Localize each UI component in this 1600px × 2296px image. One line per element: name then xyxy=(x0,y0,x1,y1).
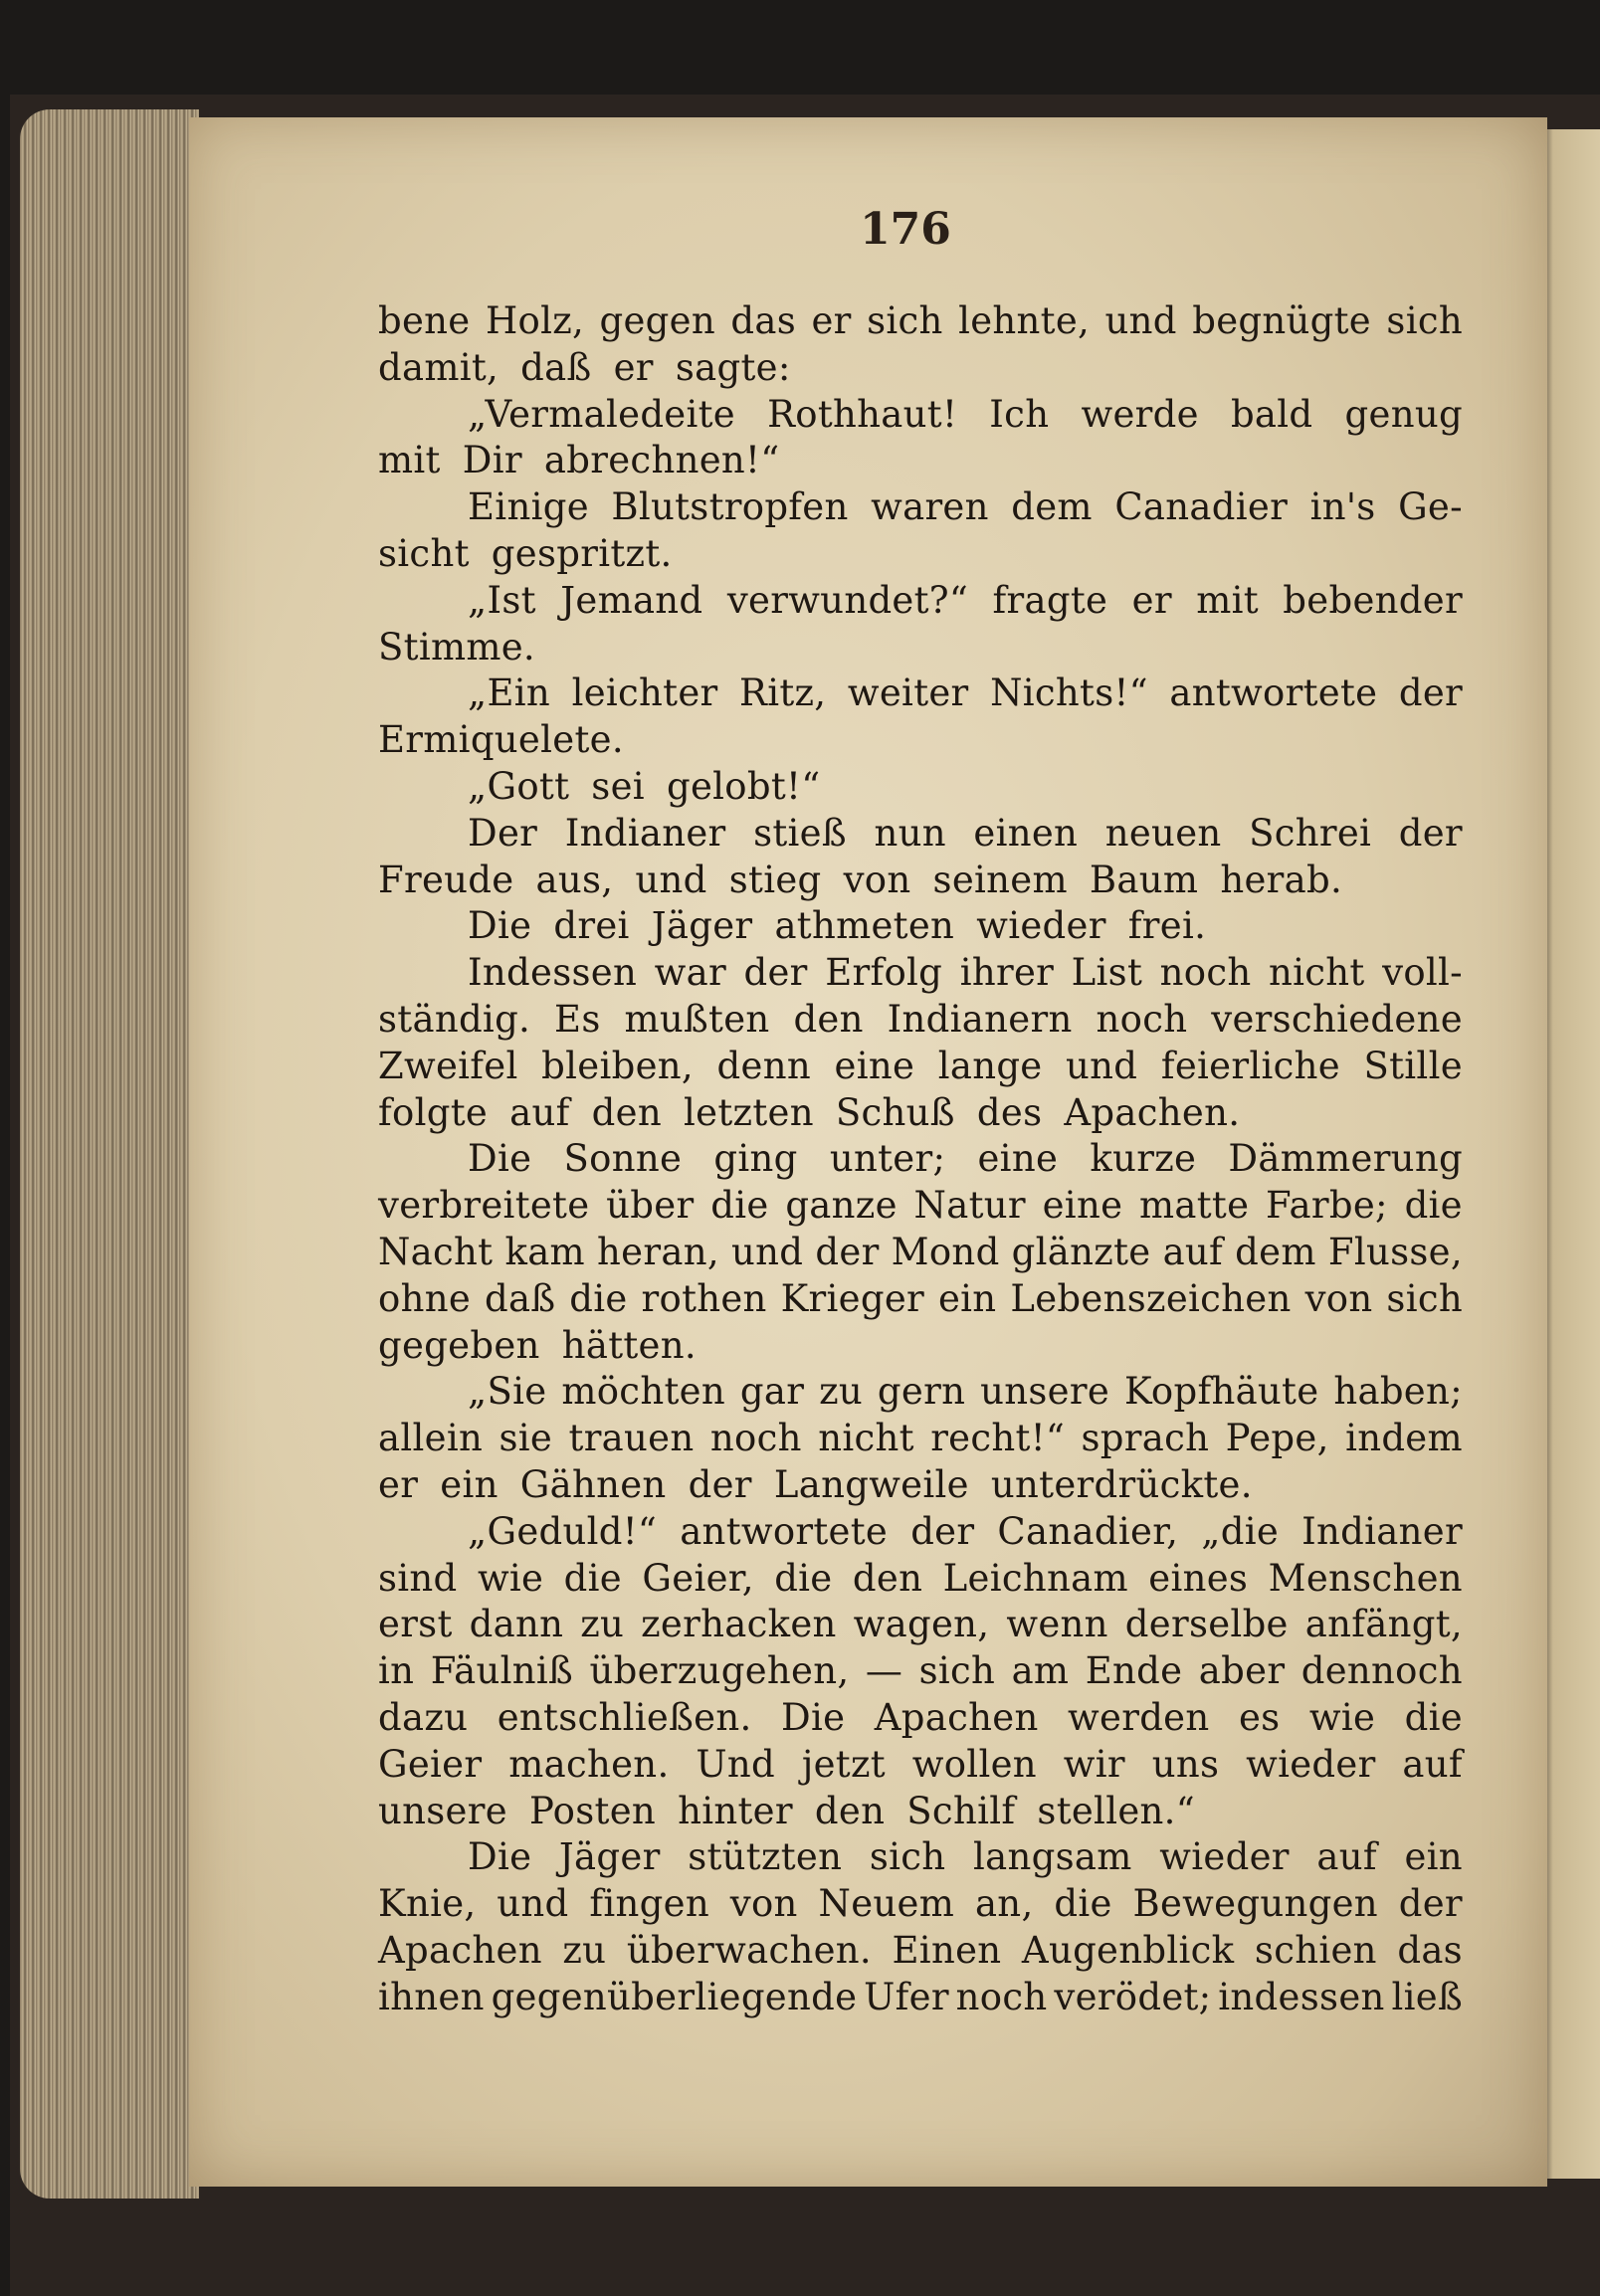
text-word: Pepe, xyxy=(1225,1417,1329,1460)
text-word: der xyxy=(910,1509,975,1553)
text-line xyxy=(378,1695,1463,1742)
text-word: trauen xyxy=(568,1417,695,1460)
text-word: zu xyxy=(819,1370,864,1414)
text-line xyxy=(378,811,1463,858)
text-line-content: folgte auf den letzten Schuß des Apachen. xyxy=(378,1090,1241,1134)
text-word: werden xyxy=(1068,1695,1210,1739)
text-line xyxy=(378,1881,1463,1928)
text-line-content: unsere Posten hinter den Schilf stellen.“ xyxy=(378,1789,1195,1832)
text-word: Einen xyxy=(892,1928,1002,1972)
text-word: der xyxy=(815,1230,880,1273)
text-word: wie xyxy=(477,1556,544,1600)
text-word: Holz, xyxy=(485,299,585,342)
text-word: sich xyxy=(1386,1276,1463,1320)
text-word: auf xyxy=(1162,1230,1224,1273)
text-word: noch xyxy=(1159,951,1252,995)
text-word: genug xyxy=(1344,392,1463,436)
text-word: dennoch xyxy=(1300,1649,1463,1693)
text-word: Jäger xyxy=(558,1835,661,1879)
text-word: Ritz, xyxy=(739,671,827,715)
text-word: waren xyxy=(871,485,989,529)
text-word: Die xyxy=(781,1695,846,1739)
text-word: in xyxy=(378,1649,415,1693)
text-line xyxy=(378,298,1463,345)
text-word: Knie, xyxy=(378,1882,477,1926)
text-line xyxy=(378,1416,1463,1462)
text-word: Und xyxy=(696,1742,775,1786)
text-word: zu xyxy=(580,1603,625,1646)
text-word: gar xyxy=(739,1370,805,1414)
text-word: Geier xyxy=(378,1742,483,1786)
text-line xyxy=(378,625,1463,671)
text-word: wieder xyxy=(1246,1742,1376,1786)
text-word: machen. xyxy=(508,1742,670,1786)
text-word: der xyxy=(1398,1882,1463,1926)
text-word: fingen xyxy=(589,1882,709,1926)
page-number: 176 xyxy=(860,204,951,255)
text-word: Rothhaut! xyxy=(767,392,958,436)
text-line-content: mit Dir abrechnen!“ xyxy=(378,439,780,482)
text-word: leichter xyxy=(571,671,718,715)
text-line xyxy=(378,1323,1463,1370)
text-word: Die xyxy=(468,1835,532,1879)
text-word: lange xyxy=(937,1044,1043,1087)
text-line xyxy=(378,1462,1463,1509)
text-word: und xyxy=(731,1230,804,1273)
text-line-content: Freude aus, und stieg von seinem Baum herab. xyxy=(378,858,1343,901)
text-word: lehnte, xyxy=(958,299,1091,342)
text-word: nicht xyxy=(818,1417,914,1460)
text-word: „Ein xyxy=(468,671,551,715)
text-word: bald xyxy=(1230,392,1313,436)
text-word: nun xyxy=(874,811,946,855)
text-word: wieder xyxy=(1159,1835,1290,1879)
text-word: Nacht xyxy=(378,1230,494,1273)
text-word: den xyxy=(852,1556,923,1600)
text-word: zu xyxy=(562,1928,607,1972)
text-word: „Vermaledeite xyxy=(468,392,736,436)
text-word: ohne xyxy=(378,1276,472,1320)
text-word: wollen xyxy=(911,1742,1037,1786)
text-word: die xyxy=(1404,1184,1463,1228)
text-word: gern xyxy=(877,1370,966,1414)
text-word: entschließen. xyxy=(497,1695,752,1739)
text-word: stützten xyxy=(688,1835,843,1879)
text-word: verschiedene xyxy=(1211,997,1463,1041)
text-word: „die xyxy=(1201,1509,1280,1553)
text-word: wagen, xyxy=(853,1603,990,1646)
text-word: Ge- xyxy=(1398,485,1463,529)
text-line xyxy=(378,1044,1463,1090)
text-line xyxy=(378,438,1463,484)
text-word: List xyxy=(1071,951,1143,995)
text-word: der xyxy=(1398,811,1463,855)
text-line-content: Die drei Jäger athmeten wieder frei. xyxy=(468,904,1207,948)
text-word: langsam xyxy=(973,1835,1132,1879)
text-word: die xyxy=(563,1556,622,1600)
text-word: die xyxy=(774,1556,833,1600)
text-word: Neuem xyxy=(818,1882,955,1926)
text-line-content: er ein Gähnen der Langweile unterdrückte. xyxy=(378,1462,1253,1506)
text-word: Lebenszeichen xyxy=(1010,1276,1292,1320)
text-word: ihnen xyxy=(378,1975,485,2018)
text-word: Indianer xyxy=(1301,1509,1463,1553)
text-word: der xyxy=(743,951,808,995)
text-word: wenn xyxy=(1006,1603,1108,1646)
text-word: kam xyxy=(504,1230,585,1273)
text-word: an, xyxy=(974,1882,1034,1926)
text-word: Geier, xyxy=(642,1556,754,1600)
text-word: unsere xyxy=(980,1370,1110,1414)
text-word: feierliche xyxy=(1160,1044,1340,1087)
text-word: von xyxy=(729,1882,798,1926)
text-word: eine xyxy=(834,1044,915,1087)
text-word: aber xyxy=(1198,1649,1286,1693)
text-word: es xyxy=(1238,1695,1281,1739)
text-line xyxy=(378,1975,1463,2021)
text-line xyxy=(378,950,1463,997)
text-line xyxy=(378,1369,1463,1416)
text-word: sich xyxy=(869,1835,946,1879)
text-word: gegenüberliegende xyxy=(491,1975,858,2018)
text-word: erst xyxy=(378,1603,453,1646)
text-word: Canadier xyxy=(1114,485,1289,529)
text-word: Einige xyxy=(468,485,589,529)
text-line xyxy=(378,1556,1463,1603)
text-word: ließ xyxy=(1391,1975,1463,2018)
text-word: nicht xyxy=(1269,951,1365,995)
text-word: dem xyxy=(1235,1230,1316,1273)
text-word: allein xyxy=(378,1417,484,1460)
text-word: der xyxy=(1398,671,1463,715)
text-word: er xyxy=(811,299,852,342)
text-word: glänzte xyxy=(1011,1230,1151,1273)
text-word: begnügte xyxy=(1192,299,1371,342)
text-word: Stille xyxy=(1363,1044,1463,1087)
text-line xyxy=(378,578,1463,625)
text-word: derselbe xyxy=(1124,1603,1289,1646)
text-word: von xyxy=(1304,1276,1373,1320)
text-word: werde xyxy=(1081,392,1199,436)
text-line xyxy=(378,1136,1463,1183)
text-word: war xyxy=(654,951,726,995)
text-word: die xyxy=(710,1184,769,1228)
text-word: sind xyxy=(378,1556,458,1600)
text-word: Farbe; xyxy=(1266,1184,1388,1228)
text-word: Sonne xyxy=(563,1137,683,1181)
text-word: die xyxy=(1404,1695,1463,1739)
text-word: Erfolg xyxy=(825,951,943,995)
text-word: schien xyxy=(1254,1928,1377,1972)
text-word: „Geduld!“ xyxy=(468,1509,658,1553)
text-word: sie xyxy=(499,1417,553,1460)
text-word: dem xyxy=(1011,485,1093,529)
text-word: er xyxy=(1131,578,1172,622)
text-word: noch xyxy=(1096,997,1188,1041)
text-word: Der xyxy=(468,811,538,855)
text-word: dazu xyxy=(378,1695,469,1739)
text-line-content: sicht gespritzt. xyxy=(378,531,673,575)
text-word: Zweifel xyxy=(378,1044,518,1087)
text-line xyxy=(378,531,1463,578)
text-word: über xyxy=(606,1184,695,1228)
text-line xyxy=(378,717,1463,764)
text-word: Indianern xyxy=(887,997,1073,1041)
text-word: Apachen xyxy=(874,1695,1039,1739)
text-line xyxy=(378,484,1463,531)
text-word: in's xyxy=(1309,485,1376,529)
text-word: Natur xyxy=(913,1184,1026,1228)
text-word: mußten xyxy=(624,997,770,1041)
text-word: gegen xyxy=(599,299,715,342)
text-word: verödet; xyxy=(1054,1975,1212,2018)
text-word: Indianer xyxy=(564,811,726,855)
text-line xyxy=(378,1928,1463,1975)
text-word: „Sie xyxy=(468,1370,547,1414)
text-word: sprach xyxy=(1081,1417,1210,1460)
text-word: möchten xyxy=(561,1370,725,1414)
text-word: auf xyxy=(1316,1835,1377,1879)
text-word: ein xyxy=(1404,1835,1463,1879)
text-word: antwortete xyxy=(680,1509,889,1553)
text-word: und xyxy=(1104,299,1177,342)
text-word: Bewegungen xyxy=(1132,1882,1378,1926)
text-word: am xyxy=(1011,1649,1070,1693)
text-word: bleiben, xyxy=(541,1044,694,1087)
text-word: sich xyxy=(1386,299,1463,342)
page-edges xyxy=(20,109,199,2199)
text-word: Apachen xyxy=(378,1928,542,1972)
text-word: sich xyxy=(867,299,943,342)
text-word: Jemand xyxy=(560,578,703,622)
text-line xyxy=(378,670,1463,717)
text-word: sich xyxy=(918,1649,996,1693)
text-word: verwundet?“ xyxy=(726,578,969,622)
text-line xyxy=(378,764,1463,811)
text-word: bebender xyxy=(1283,578,1463,622)
text-word: voll- xyxy=(1382,951,1463,995)
text-word: weiter xyxy=(847,671,969,715)
body-text xyxy=(378,298,1463,2020)
text-word: und xyxy=(1066,1044,1138,1087)
text-word: ein xyxy=(937,1276,997,1320)
text-line-content: Ermiquelete. xyxy=(378,718,624,762)
text-line xyxy=(378,1276,1463,1323)
text-word: dann xyxy=(469,1603,564,1646)
text-word: anfängt, xyxy=(1304,1603,1463,1646)
text-word: uns xyxy=(1151,1742,1220,1786)
text-word: eines xyxy=(1148,1556,1249,1600)
text-word: ständig. xyxy=(378,997,531,1041)
text-line-content: damit, daß er sagte: xyxy=(378,345,791,389)
text-word: Es xyxy=(554,997,601,1041)
text-word: Flusse, xyxy=(1327,1230,1463,1273)
text-word: eine xyxy=(1042,1184,1123,1228)
text-word: wie xyxy=(1308,1695,1376,1739)
text-line-content: Stimme. xyxy=(378,625,535,669)
text-word: heran, xyxy=(597,1230,719,1273)
text-line xyxy=(378,1789,1463,1835)
text-line xyxy=(378,997,1463,1044)
text-word: eine xyxy=(977,1137,1059,1181)
text-word: wir xyxy=(1063,1742,1125,1786)
text-word: einen xyxy=(973,811,1079,855)
text-word: denn xyxy=(716,1044,811,1087)
text-word: das xyxy=(730,299,797,342)
text-line-content: gegeben hätten. xyxy=(378,1323,697,1367)
text-word: und xyxy=(497,1882,569,1926)
text-word: Ich xyxy=(989,392,1050,436)
text-word: Ende xyxy=(1085,1649,1183,1693)
text-line xyxy=(378,1183,1463,1230)
text-line xyxy=(378,1648,1463,1695)
text-word: auf xyxy=(1402,1742,1463,1786)
text-word: jetzt xyxy=(801,1742,886,1786)
text-word: überwachen. xyxy=(626,1928,872,1972)
text-line xyxy=(378,903,1463,950)
text-word: stieß xyxy=(753,811,847,855)
text-word: Kopfhäute xyxy=(1123,1370,1319,1414)
text-word: überzugehen, xyxy=(589,1649,850,1693)
text-word: matte xyxy=(1139,1184,1250,1228)
text-word: Fäulniß xyxy=(430,1649,574,1693)
text-word: noch xyxy=(709,1417,802,1460)
text-word: Krieger xyxy=(780,1276,925,1320)
text-word: noch xyxy=(955,1975,1048,2018)
text-word: fragte xyxy=(992,578,1108,622)
text-word: den xyxy=(793,997,864,1041)
text-word: daß xyxy=(484,1276,556,1320)
text-line xyxy=(378,1834,1463,1881)
text-word: rothen xyxy=(641,1276,767,1320)
text-word: die xyxy=(569,1276,628,1320)
text-line xyxy=(378,1742,1463,1789)
text-line xyxy=(378,392,1463,439)
text-word: „Ist xyxy=(468,578,536,622)
text-word: zerhacken xyxy=(641,1603,837,1646)
text-word: indem xyxy=(1345,1417,1463,1460)
text-word: Dämmerung xyxy=(1228,1137,1463,1181)
text-word: Blutstropfen xyxy=(611,485,849,529)
text-word: unter; xyxy=(829,1137,946,1181)
text-word: ging xyxy=(713,1137,798,1181)
text-word: recht!“ xyxy=(930,1417,1066,1460)
text-word: bene xyxy=(378,299,471,342)
text-word: antwortete xyxy=(1169,671,1378,715)
text-word: neuen xyxy=(1104,811,1222,855)
text-line-content: „Gott sei gelobt!“ xyxy=(468,764,821,808)
text-line xyxy=(378,345,1463,392)
text-word: verbreitete xyxy=(378,1184,590,1228)
text-word: Die xyxy=(468,1137,532,1181)
text-line xyxy=(378,1230,1463,1276)
text-word: indessen xyxy=(1218,1975,1385,2018)
text-word: Nichts!“ xyxy=(990,671,1148,715)
text-word: Augenblick xyxy=(1021,1928,1235,1972)
text-word: Indessen xyxy=(468,951,638,995)
text-word: Leichnam xyxy=(942,1556,1128,1600)
text-word: haben; xyxy=(1333,1370,1463,1414)
text-word: Canadier, xyxy=(997,1509,1179,1553)
text-word: das xyxy=(1397,1928,1463,1972)
text-word: die xyxy=(1054,1882,1112,1926)
text-word: Ufer xyxy=(864,1975,949,2018)
text-word: Schrei xyxy=(1249,811,1372,855)
text-word: — xyxy=(865,1649,903,1693)
text-line xyxy=(378,1602,1463,1648)
text-word: Mond xyxy=(891,1230,1000,1273)
text-word: ihrer xyxy=(959,951,1055,995)
text-line xyxy=(378,1509,1463,1556)
text-word: mit xyxy=(1196,578,1259,622)
text-word: kurze xyxy=(1090,1137,1197,1181)
text-line xyxy=(378,1090,1463,1137)
text-word: Menschen xyxy=(1268,1556,1463,1600)
text-word: ganze xyxy=(785,1184,898,1228)
text-line xyxy=(378,858,1463,904)
